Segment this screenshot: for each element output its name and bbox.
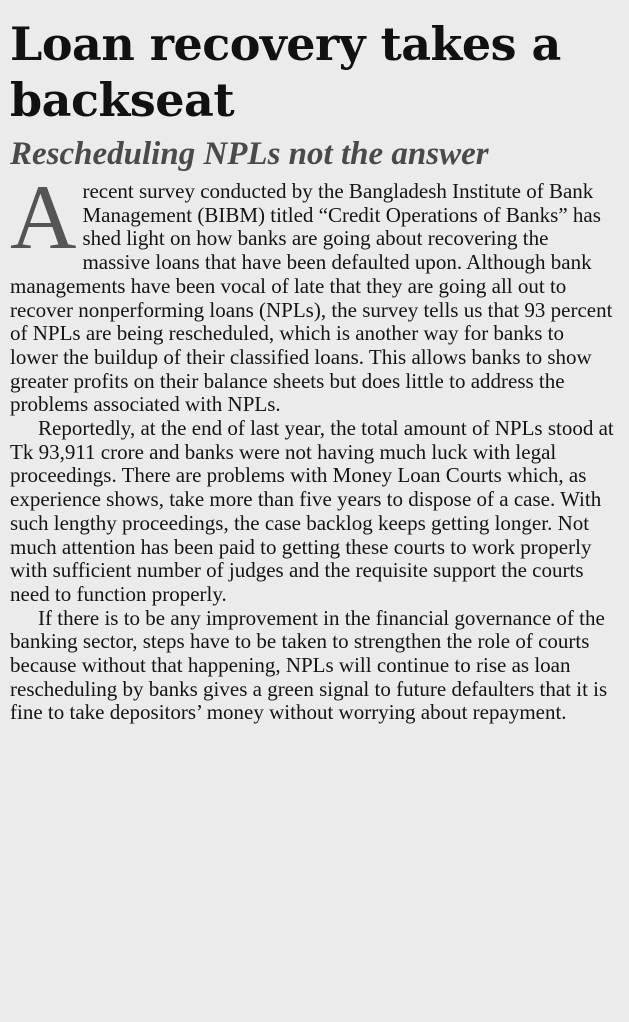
paragraph-1 xyxy=(10,166,615,417)
headline: Loan recovery takes a backseat xyxy=(10,17,561,127)
article-body xyxy=(10,166,615,725)
paragraph-2: Reportedly, at the end of last year, the total amount of NPLs stood at Tk 93,911 crore and banks were not having much luck with legal proceedings. There are problems with Money Loan Courts which, as experience shows, take more than five years to dispose of a case. With such lengthy proceedings, the case backlog keeps getting longer. Not much attention has been paid to getting these courts to work properly with sufficient number of judges and the requisite support the courts need to function properly. xyxy=(10,416,614,606)
paragraph-3: If there is to be any improvement in the financial governance of the banking sector, steps have to be taken to strengthen the role of courts because without that happening, NPLs will continue to rise as loan rescheduling by banks gives a green signal to future defaulters that it is fine to take depositors’ money without worrying about repayment. xyxy=(10,605,608,725)
paragraph-1-text: recent survey conducted by the Bangladesh Institute of Bank Management (BIBM) titled “Credit Operations of Banks” has shed light on how banks are going about recovering the massive loans that have been defaulted upon. Although bank managements have been vocal of late that they are going all out to recover nonperforming loans (NPLs), the survey tells us that 93 percent of NPLs are being rescheduled, which is another way for banks to lower the buildup of their classified loans. This allows banks to show greater profits on their balance sheets but does little to address the problems associated with NPLs. xyxy=(10,179,613,417)
subheadline: Rescheduling NPLs not the answer xyxy=(10,136,489,172)
drop-cap: A xyxy=(10,166,77,268)
